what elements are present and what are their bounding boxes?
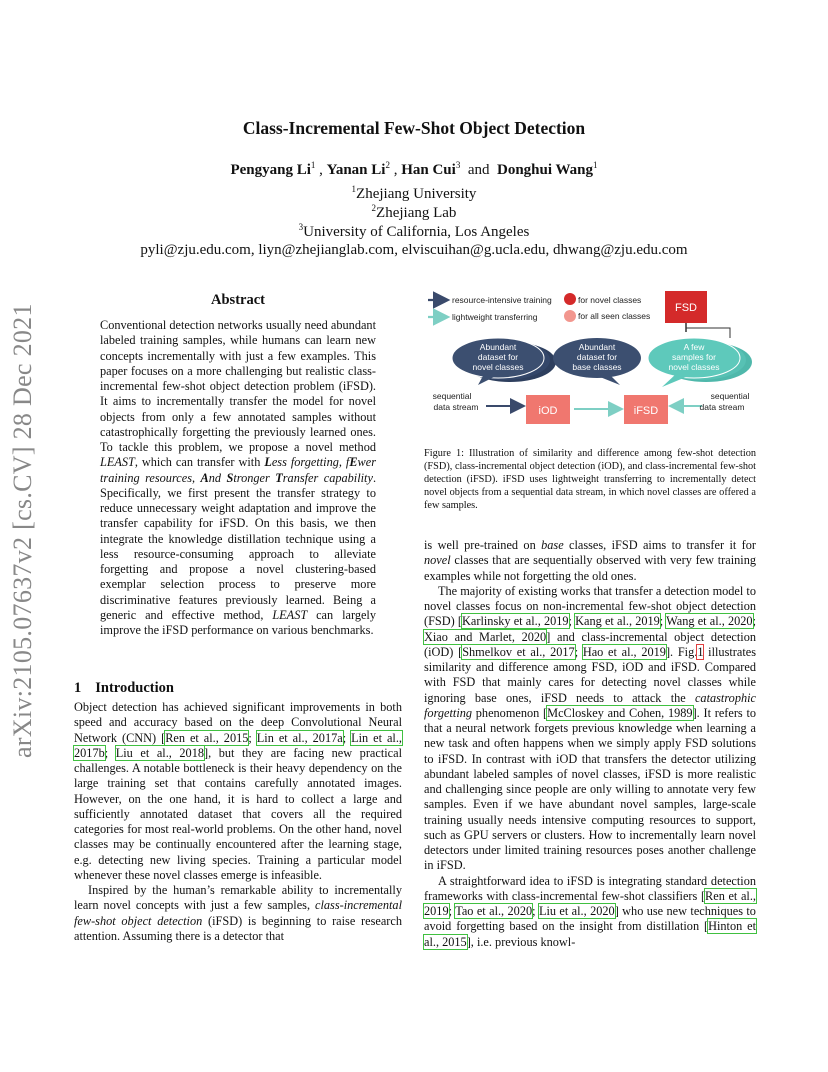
affil-name: Zhejiang University <box>356 186 477 202</box>
citation-link[interactable]: Tao et al., 2020 <box>455 904 533 918</box>
citation-link[interactable]: Karlinsky et al., 2019 <box>462 614 569 629</box>
stream-left-label: data stream <box>433 402 479 412</box>
affiliation <box>0 203 828 222</box>
stream-left-label: sequential <box>432 391 472 401</box>
author-separator: , <box>319 162 323 178</box>
arxiv-margin-label: arXiv:2105.07637v2 [cs.CV] 28 Dec 2021 <box>8 303 37 758</box>
author-name: Pengyang Li <box>230 162 311 178</box>
stream-right-label: data stream <box>699 402 745 412</box>
figure-ref-link[interactable]: 1 <box>697 644 704 659</box>
legend-novel-label: for novel classes <box>578 295 642 305</box>
author-and: and <box>467 162 490 178</box>
affil-mark: 3 <box>298 222 304 232</box>
affiliation <box>0 222 828 241</box>
section-number: 1 <box>74 680 82 696</box>
citation-link[interactable]: Ren et al., 2019 <box>424 888 756 918</box>
author-name: Yanan Li <box>326 162 386 178</box>
citation-link[interactable]: McCloskey and Cohen, 1989 <box>547 705 693 720</box>
stack2-line: base classes <box>572 362 622 372</box>
author-list <box>0 160 828 179</box>
fsd-label: FSD <box>675 302 697 314</box>
legend-seen-dot <box>564 310 576 322</box>
legend-resource-label: resource-intensive training <box>452 295 552 305</box>
legend-novel-dot <box>564 293 576 305</box>
citation-link[interactable]: Hinton et al., 2015 <box>424 919 756 949</box>
iod-label: iOD <box>538 405 558 417</box>
right-column-body: is well pre-trained on base classes, iFSD aims to transfer it for novel classes that are sequentially observed with very few training examples while not forgetting the old ones. The majority of existing works that transfer a detection model to novel classes focus on non-incremental few-shot object detection (FSD) [Karlinsky et al., 2019; Kang et al., 2019; Wang et al., 2020; Xiao and Marlet, 2020] and class-incremental object detection (iOD) [Shmelkov et al., 2017; Hao et al., 2019]. Fig.1 illustrates similarity and difference among FSD, iOD and iFSD. Compared with FSD that mainly cares for detecting novel classes while ignoring base ones, iFSD needs to attack the catastrophic forgetting phenomenon [McCloskey and Cohen, 1989]. It refers to that a neural network forgets previous knowledge when learning a new task and often happens when we simply apply FSD solutions to iFSD. In contrast with iOD that transfers the detector utilizing abundant labeled samples of novel classes, iFSD is more realistic and challenging since people are only willing to annotate very few samples. Even if we have abundant novel samples, large-scale training usually needs intensive computing resources to support, such as GPU servers or clusters. How to incrementally learn novel detectors under limited training resources poses another challenge in iFSD. A straightforward idea to iFSD is integrating standard detection frameworks with class-incremental few-shot classifiers [Ren et al., 2019; Tao et al., 2020; Liu et al., 2020] who use new techniques to avoid forgetting based on the insight from distillation [Hinton et al., 2015], i.e. previous knowl- <box>424 538 757 949</box>
figure-1-caption: Figure 1: Illustration of similarity and difference among few-shot detection (FSD), class-incremental object detection (iOD), and class-incremental few-shot detection (iFSD). iFSD uses lightweight transferring to incrementally detect novel objects from a sequential data stream, in which novel classes are offered a few samples. <box>424 448 756 511</box>
legend-light-label: lightweight transferring <box>452 312 538 322</box>
section-title: Introduction <box>95 680 174 696</box>
affil-mark: 2 <box>371 203 377 213</box>
citation-link[interactable]: Xiao and Marlet, 2020 <box>424 629 547 644</box>
citation-link[interactable]: Liu et al., 2018 <box>115 745 204 760</box>
stack1-line: dataset for <box>477 352 519 362</box>
stack2-line: dataset for <box>576 352 618 362</box>
affil-name: University of California, Los Angeles <box>303 224 530 240</box>
affil-name: Zhejiang Lab <box>376 205 457 221</box>
legend-seen-label: for all seen classes <box>578 311 651 321</box>
stack2-line: Abundant <box>578 342 616 352</box>
citation-link[interactable]: Wang et al., 2020 <box>666 614 753 629</box>
author-affil-mark: 2 <box>385 160 390 170</box>
affiliation <box>0 184 828 203</box>
stack3-line: samples for <box>672 352 716 362</box>
method-name: LEAST <box>100 455 135 470</box>
stack3-line: A few <box>683 342 705 352</box>
citation-link[interactable]: Hao et al., 2019 <box>582 644 666 659</box>
author-emails: pyli@zju.edu.com, liyn@zhejianglab.com, elviscuihan@g.ucla.edu, dhwang@zju.edu.com <box>140 242 688 258</box>
citation-link[interactable]: Liu et al., 2020 <box>538 904 615 918</box>
author-name: Han Cui <box>401 162 456 178</box>
citation-link[interactable]: Shmelkov et al., 2017 <box>462 644 575 659</box>
stack1-line: novel classes <box>472 362 524 372</box>
stack1-line: Abundant <box>479 342 517 352</box>
citation-link[interactable]: Lin et al., 2017b <box>74 730 402 760</box>
author-affil-mark: 1 <box>593 160 598 170</box>
stack3-line: novel classes <box>668 362 720 372</box>
citation-link[interactable]: Ren et al., 2015 <box>165 730 249 745</box>
section-heading-introduction <box>74 680 174 697</box>
ifsd-label: iFSD <box>633 405 659 417</box>
author-name: Donghui Wang <box>496 162 594 178</box>
abstract-heading: Abstract <box>211 292 265 308</box>
citation-link[interactable]: Kang et al., 2019 <box>575 614 660 629</box>
author-affil-mark: 3 <box>455 160 461 170</box>
author-affil-mark: 1 <box>310 160 316 170</box>
author-separator: , <box>393 162 398 178</box>
stream-right-label: sequential <box>710 391 750 401</box>
abstract-body: Conventional detection networks usually need abundant labeled training samples, while humans can learn new concepts incrementally with just a few examples. This paper focuses on a more challenging but realistic class-incremental few-shot object detection problem (iFSD). It aims to incrementally transfer the model for novel objects from only a few annotated samples without catastrophically forgetting the previously learned ones. To tackle this problem, we propose a novel method LEAST, which can transfer with Less forgetting, fEwer training resources, And Stronger Transfer capability. Specifically, we first present the transfer strategy to reduce unnecessary weight adaptation and improve the transfer capability for iFSD. On this basis, we then integrate the knowledge distillation technique using a less resource-consuming approach to alleviate forgetting and propose a novel clustering-based exemplar selection process to preserve more discriminative features previously learned. Being a generic and effective method, LEAST can largely improve the iFSD performance on various benchmarks. <box>100 318 377 637</box>
citation-link[interactable]: Lin et al., 2017a <box>256 730 343 745</box>
figure-1-diagram <box>424 288 758 428</box>
paper-title: Class-Incremental Few-Shot Object Detection <box>242 118 586 138</box>
affil-mark: 1 <box>351 184 357 194</box>
introduction-body: Object detection has achieved significant improvements in both speed and accuracy based on the deep Convolutional Neural Network (CNN) [Ren et al., 2015; Lin et al., 2017a; Lin et al., 2017b; Liu et al., 2018], but they are facing new practical challenges. A notable bottleneck is their heavy dependency on the large training set that contains carefully annotated images. However, on the one hand, it is hard to collect a large and sufficiently annotated dataset that covers all the required categories for most real-world problems. On the other hand, novel classes may be continually encountered after the learning stage, e.g. detecting new living species. Training a particular model whenever these novel classes emerge is infeasible. Inspired by the human’s remarkable ability to incrementally learn novel concepts with just a few samples, class-incremental few-shot object detection (iFSD) is beginning to raise research attention. Assuming there is a detector that <box>74 700 402 943</box>
